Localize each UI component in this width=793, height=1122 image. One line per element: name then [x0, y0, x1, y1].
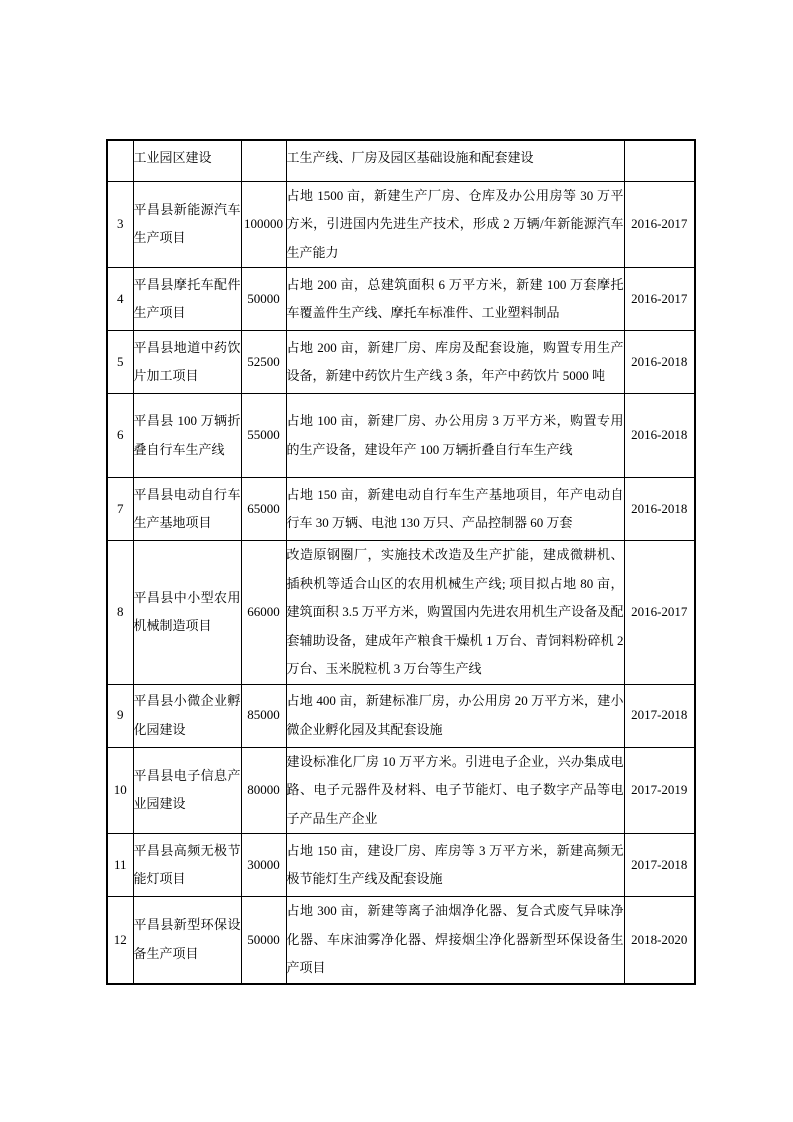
cell-years: 2018-2020 [624, 897, 695, 984]
cell-project-name: 平昌县 100 万辆折叠自行车生产线 [133, 394, 241, 478]
cell-years: 2016-2017 [624, 268, 695, 331]
project-table [106, 139, 696, 985]
cell-serial: 7 [107, 478, 133, 541]
cell-investment [241, 140, 286, 181]
cell-description: 工生产线、厂房及园区基础设施和配套建设 [286, 140, 624, 181]
cell-description: 占地 200 亩，总建筑面积 6 万平方米，新建 100 万套摩托车覆盖件生产线、摩托车标准件、工业塑料制品 [286, 268, 624, 331]
cell-project-name: 平昌县电动自行车生产基地项目 [133, 478, 241, 541]
cell-serial: 6 [107, 394, 133, 478]
cell-years: 2016-2017 [624, 541, 695, 685]
cell-description: 占地 150 亩，新建电动自行车生产基地项目，年产电动自行车 30 万辆、电池 130 万只、产品控制器 60 万套 [286, 478, 624, 541]
cell-years [624, 140, 695, 181]
cell-investment: 30000 [241, 834, 286, 897]
cell-investment: 52500 [241, 331, 286, 394]
cell-description: 占地 200 亩，新建厂房、库房及配套设施，购置专用生产设备，新建中药饮片生产线 3 条，年产中药饮片 5000 吨 [286, 331, 624, 394]
table-row [107, 541, 695, 685]
cell-serial: 5 [107, 331, 133, 394]
cell-project-name: 平昌县高频无极节能灯项目 [133, 834, 241, 897]
cell-investment: 65000 [241, 478, 286, 541]
cell-serial: 8 [107, 541, 133, 685]
table-row [107, 331, 695, 394]
cell-investment: 50000 [241, 897, 286, 984]
table-row [107, 747, 695, 834]
cell-serial: 10 [107, 747, 133, 834]
table-row [107, 394, 695, 478]
cell-serial: 4 [107, 268, 133, 331]
cell-project-name: 工业园区建设 [133, 140, 241, 181]
cell-investment: 85000 [241, 684, 286, 747]
cell-serial: 3 [107, 181, 133, 268]
cell-serial: 9 [107, 684, 133, 747]
cell-project-name: 平昌县电子信息产业园建设 [133, 747, 241, 834]
table-row [107, 478, 695, 541]
cell-investment: 66000 [241, 541, 286, 685]
cell-project-name: 平昌县小微企业孵化园建设 [133, 684, 241, 747]
table-row [107, 268, 695, 331]
cell-serial: 11 [107, 834, 133, 897]
cell-years: 2016-2018 [624, 394, 695, 478]
cell-project-name: 平昌县摩托车配件生产项目 [133, 268, 241, 331]
cell-description: 占地 100 亩，新建厂房、办公用房 3 万平方米，购置专用的生产设备，建设年产 100 万辆折叠自行车生产线 [286, 394, 624, 478]
cell-investment: 80000 [241, 747, 286, 834]
cell-description: 占地 300 亩，新建等离子油烟净化器、复合式废气异味净化器、车床油雾净化器、焊接烟尘净化器新型环保设备生产项目 [286, 897, 624, 984]
cell-years: 2017-2018 [624, 684, 695, 747]
cell-serial [107, 140, 133, 181]
cell-investment: 50000 [241, 268, 286, 331]
cell-years: 2016-2017 [624, 181, 695, 268]
cell-investment: 55000 [241, 394, 286, 478]
cell-description: 改造原钢圈厂，实施技术改造及生产扩能，建成微耕机、插秧机等适合山区的农用机械生产线; 项目拟占地 80 亩，建筑面积 3.5 万平方米，购置国内先进农用机生产设备及配套辅助设备，建成年产粮食干燥机 1 万台、青饲料粉碎机 2 万台、玉米脱粒机 3 万台等生产线 [286, 541, 624, 685]
cell-serial: 12 [107, 897, 133, 984]
cell-description: 占地 400 亩，新建标准厂房，办公用房 20 万平方米，建小微企业孵化园及其配套设施 [286, 684, 624, 747]
table-row [107, 181, 695, 268]
cell-project-name: 平昌县新能源汽车生产项目 [133, 181, 241, 268]
table-row [107, 834, 695, 897]
cell-years: 2016-2018 [624, 331, 695, 394]
table-row [107, 140, 695, 181]
cell-description: 建设标准化厂房 10 万平方米。引进电子企业，兴办集成电路、电子元器件及材料、电子节能灯、电子数字产品等电子产品生产企业 [286, 747, 624, 834]
cell-project-name: 平昌县中小型农用机械制造项目 [133, 541, 241, 685]
cell-years: 2017-2019 [624, 747, 695, 834]
table-row [107, 684, 695, 747]
cell-years: 2017-2018 [624, 834, 695, 897]
cell-project-name: 平昌县新型环保设备生产项目 [133, 897, 241, 984]
cell-years: 2016-2018 [624, 478, 695, 541]
cell-description: 占地 1500 亩，新建生产厂房、仓库及办公用房等 30 万平方米，引进国内先进生产技术，形成 2 万辆/年新能源汽车生产能力 [286, 181, 624, 268]
cell-investment: 100000 [241, 181, 286, 268]
table-row [107, 897, 695, 984]
cell-project-name: 平昌县地道中药饮片加工项目 [133, 331, 241, 394]
cell-description: 占地 150 亩，建设厂房、库房等 3 万平方米，新建高频无极节能灯生产线及配套设施 [286, 834, 624, 897]
